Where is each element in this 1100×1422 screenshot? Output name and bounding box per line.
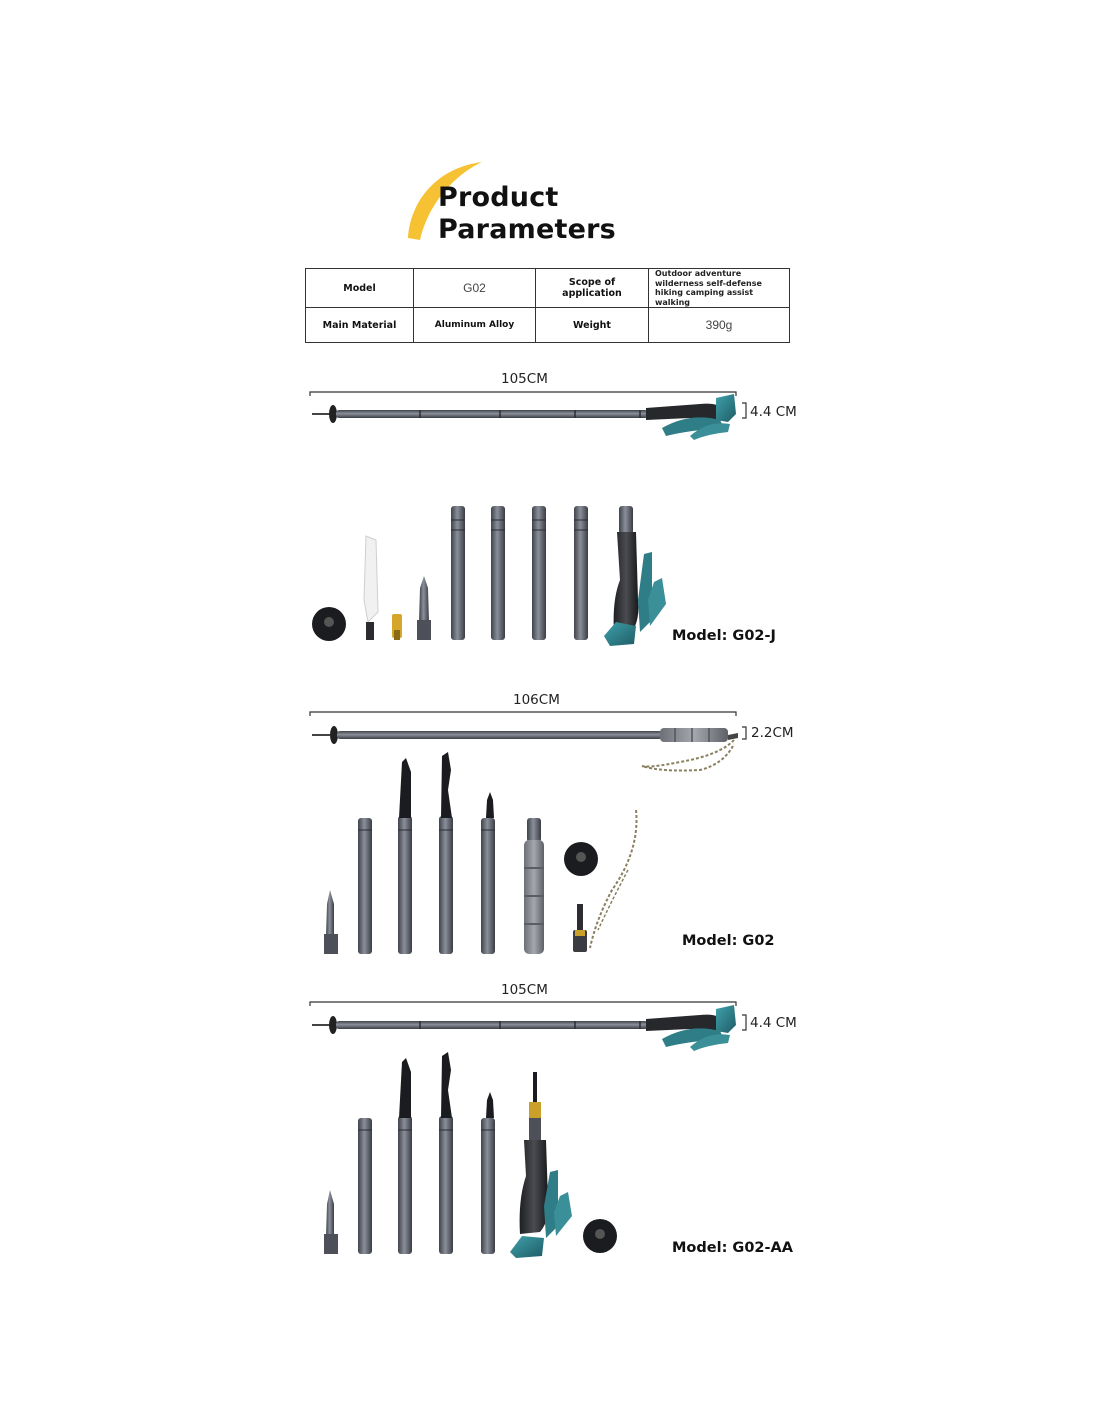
model-label-2: Model: G02 (682, 933, 775, 949)
heading-line-1: Product (438, 182, 559, 213)
material-value: Aluminum Alloy (414, 308, 536, 343)
length-label-1: 105CM (501, 371, 548, 387)
model-label-1: Model: G02-J (672, 628, 776, 644)
weight-value: 390g (649, 308, 790, 343)
pole-assembled-1 (310, 392, 746, 440)
weight-label: Weight (536, 308, 649, 343)
length-label-3: 105CM (501, 982, 548, 998)
model-value: G02 (414, 269, 536, 308)
material-label: Main Material (306, 308, 414, 343)
diameter-label-2: 2.2CM (751, 725, 794, 741)
diameter-label-1: 4.4 CM (750, 404, 797, 420)
pole-assembled-3 (310, 1002, 746, 1051)
heading-line-2: Parameters (438, 214, 616, 245)
scope-value: Outdoor adventure wilderness self-defense hiking camping assist walking (649, 269, 790, 308)
length-label-2: 106CM (513, 692, 560, 708)
diameter-label-3: 4.4 CM (750, 1015, 797, 1031)
parts-set-1 (312, 506, 666, 646)
model-label-3: Model: G02-AA (672, 1240, 793, 1256)
pole-assembled-2 (310, 712, 746, 771)
model-label: Model (306, 269, 414, 308)
scope-label: Scope of application (536, 269, 649, 308)
parts-set-3 (324, 1052, 617, 1258)
parts-set-2 (324, 752, 637, 954)
